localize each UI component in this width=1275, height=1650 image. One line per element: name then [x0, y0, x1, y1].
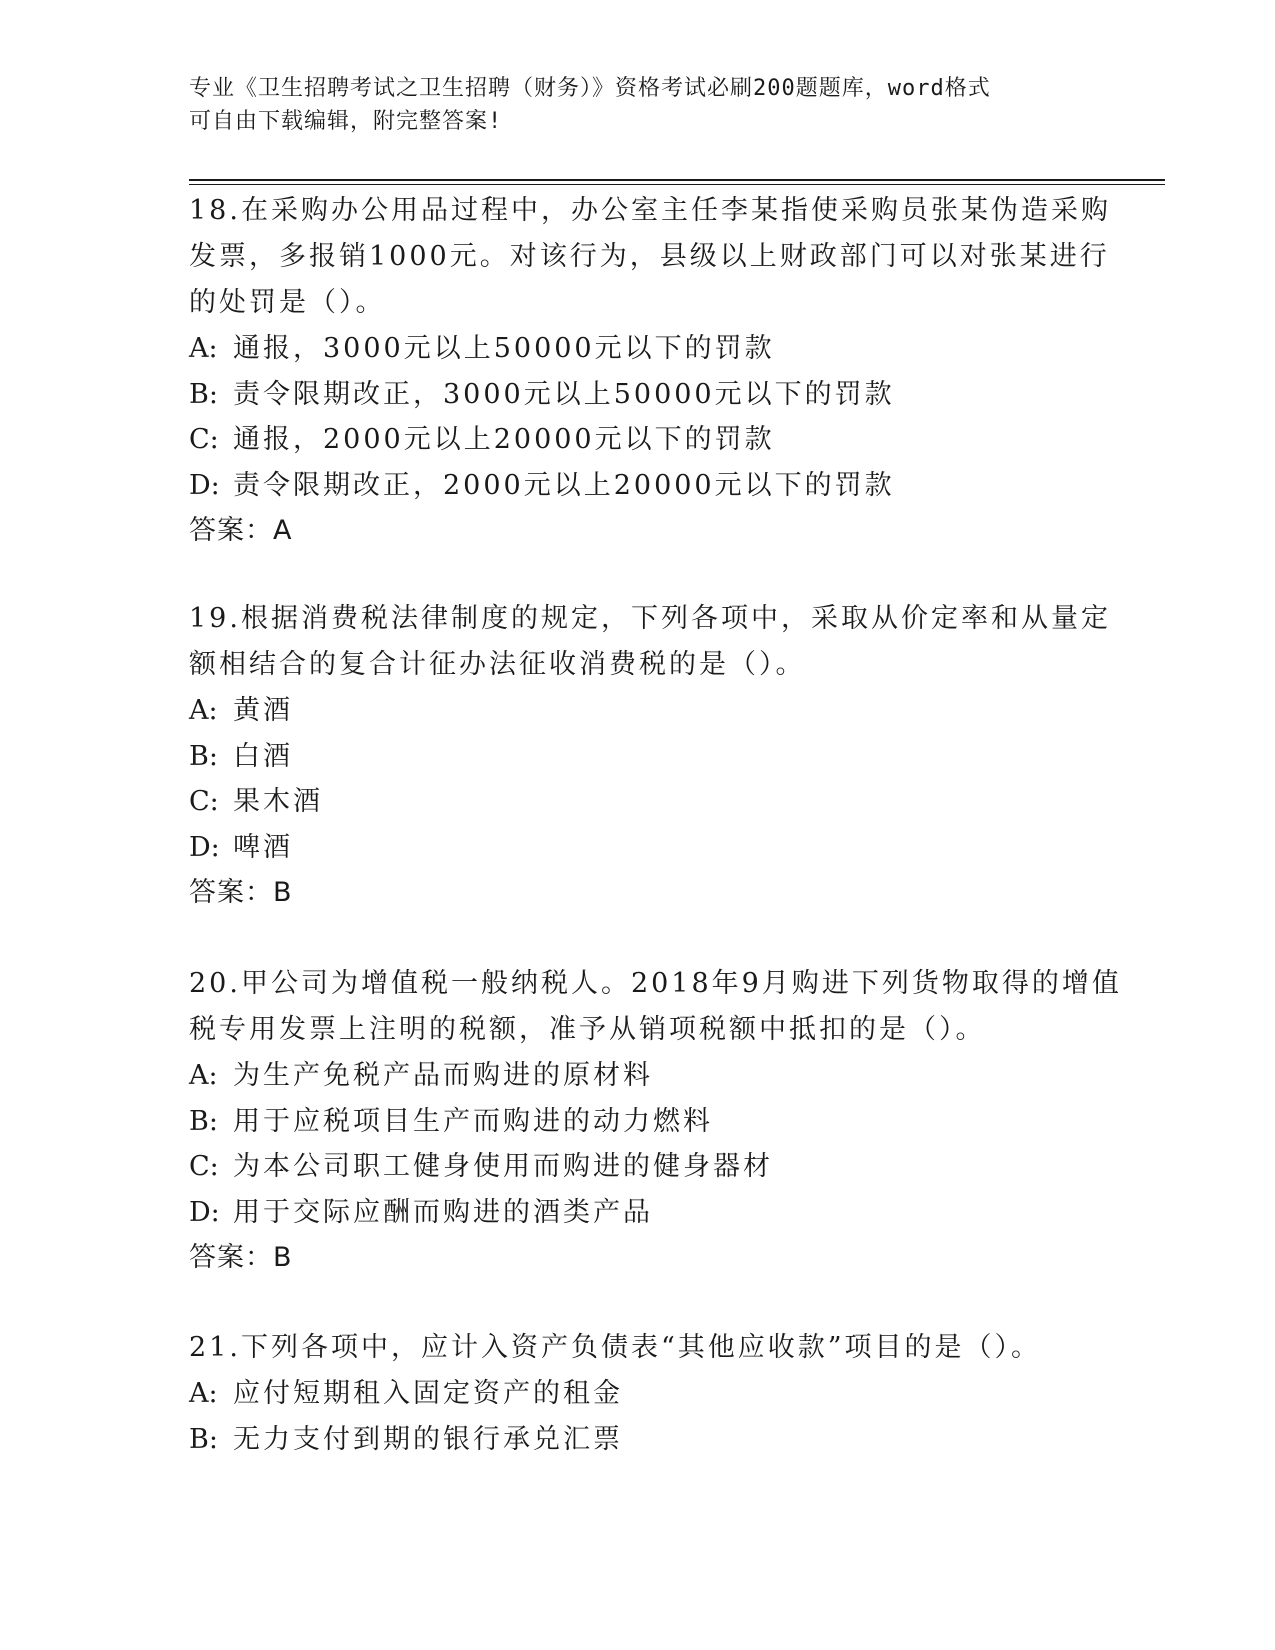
option-a	[189, 688, 1089, 734]
option-letter: B:	[189, 740, 218, 772]
option-text: 为本公司职工健身使用而购进的健身器材	[233, 1151, 773, 1182]
option-letter: C:	[189, 1151, 219, 1182]
option-text: 用于应税项目生产而购进的动力燃料	[233, 1105, 713, 1137]
stem-line: 21.下列各项中，应计入资产负债表“其他应收款”项目的是（）。	[189, 1332, 1042, 1363]
option-a	[189, 326, 1089, 372]
stem-line: 额相结合的复合计征办法征收消费税的是（）。	[189, 649, 806, 680]
question-stem	[189, 188, 1111, 326]
option-letter: C:	[189, 786, 219, 817]
option-letter: A:	[189, 695, 218, 726]
stem-line: 税专用发票上注明的税额，准予从销项税额中抵扣的是（）。	[189, 1014, 986, 1045]
option-letter: B:	[189, 1105, 218, 1137]
option-letter: D:	[189, 469, 220, 501]
stem-line: 的处罚是（）。	[189, 287, 386, 318]
option-d	[189, 825, 1089, 871]
option-text: 果木酒	[233, 786, 323, 817]
option-text: 通报，3000元以上50000元以下的罚款	[233, 333, 775, 364]
stem-line: 19.根据消费税法律制度的规定，下列各项中，采取从价定率和从量定	[189, 603, 1111, 634]
stem-line: 18.在采购办公用品过程中，办公室主任李某指使采购员张某伪造采购	[189, 195, 1111, 226]
question-stem	[189, 961, 1122, 1053]
option-b	[189, 734, 1089, 780]
option-text: 黄酒	[233, 695, 293, 726]
stem-line: 20.甲公司为增值税一般纳税人。2018年9月购进下列货物取得的增值	[189, 968, 1122, 999]
stem-line: 发票，多报销1000元。对该行为，县级以上财政部门可以对张某进行	[189, 241, 1110, 272]
answer-line: 答案：A	[189, 515, 293, 546]
option-b	[189, 1417, 1089, 1463]
option-letter: C:	[189, 424, 219, 455]
option-text: 啤酒	[233, 831, 293, 863]
question-19	[189, 596, 1111, 916]
option-d	[189, 463, 1089, 509]
option-c	[189, 1144, 1089, 1190]
question-21	[189, 1325, 1089, 1462]
option-letter: B:	[189, 1423, 218, 1455]
option-text: 责令限期改正，2000元以上20000元以下的罚款	[233, 469, 895, 501]
option-letter: D:	[189, 831, 220, 863]
option-text: 无力支付到期的银行承兑汇票	[233, 1423, 623, 1455]
option-a	[189, 1053, 1089, 1099]
question-stem	[189, 596, 1111, 688]
header-divider-thin	[189, 184, 1165, 185]
option-c	[189, 417, 1089, 463]
option-b	[189, 372, 1089, 418]
header-line-1: 专业《卫生招聘考试之卫生招聘（财务）》资格考试必刷200题题库，word格式	[189, 76, 991, 101]
question-20	[189, 961, 1122, 1281]
option-letter: A:	[189, 1378, 218, 1409]
question-18	[189, 188, 1111, 554]
option-letter: D:	[189, 1196, 220, 1228]
option-letter: A:	[189, 333, 218, 364]
document-header	[189, 72, 1089, 138]
option-text: 通报，2000元以上20000元以下的罚款	[233, 424, 775, 455]
header-line-2: 可自由下载编辑，附完整答案!	[189, 109, 503, 134]
answer-line: 答案：B	[189, 877, 293, 908]
option-a	[189, 1371, 1089, 1417]
option-text: 应付短期租入固定资产的租金	[233, 1378, 623, 1409]
question-stem	[189, 1325, 1089, 1371]
option-letter: B:	[189, 378, 218, 410]
answer-line: 答案：B	[189, 1242, 293, 1273]
option-text: 白酒	[233, 740, 293, 772]
option-text: 用于交际应酬而购进的酒类产品	[233, 1196, 653, 1228]
option-letter: A:	[189, 1060, 218, 1091]
option-text: 责令限期改正，3000元以上50000元以下的罚款	[233, 378, 895, 410]
option-c	[189, 779, 1089, 825]
option-text: 为生产免税产品而购进的原材料	[233, 1060, 653, 1091]
option-b	[189, 1099, 1089, 1145]
option-d	[189, 1190, 1089, 1236]
header-divider-thick	[189, 179, 1165, 181]
